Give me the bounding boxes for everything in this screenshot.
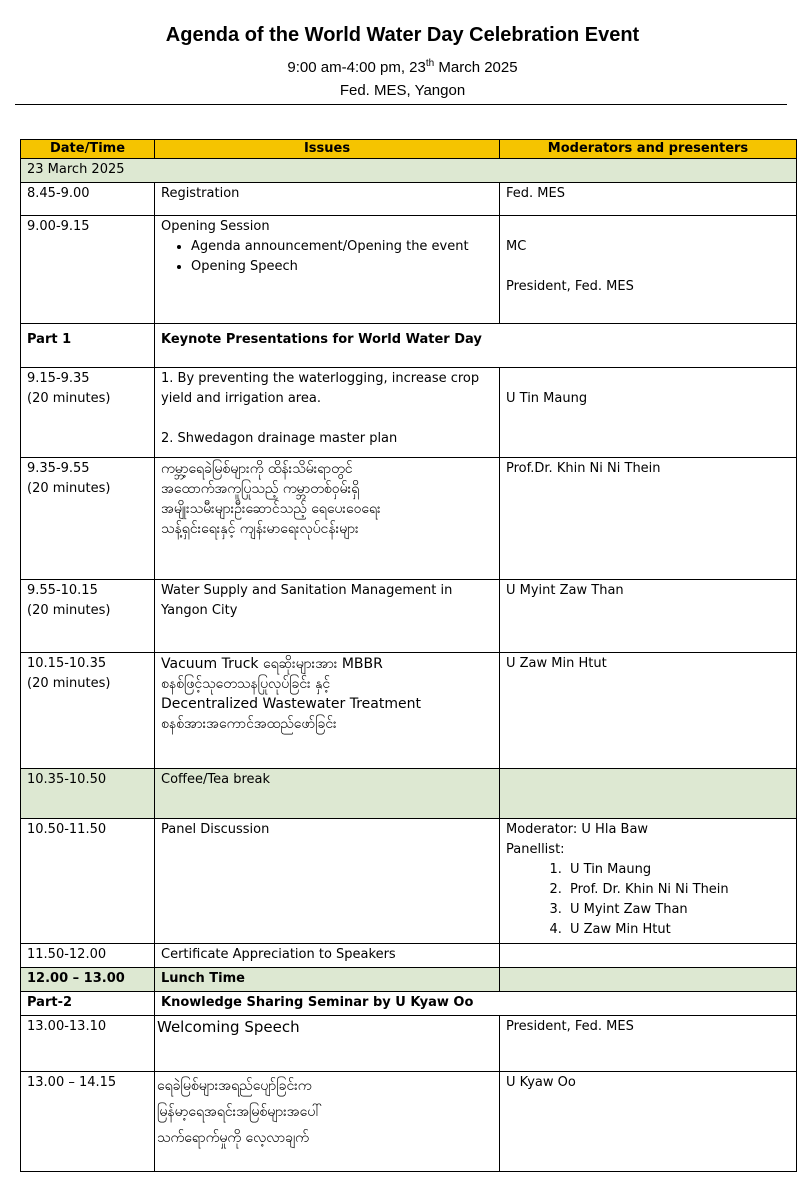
day-suffix: th — [425, 58, 435, 69]
time-cell: 13.00 – 14.15 — [21, 1072, 155, 1172]
time-cell — [21, 458, 155, 580]
table-row — [21, 1016, 797, 1072]
table-row — [21, 324, 797, 368]
event-date-time — [0, 52, 805, 80]
list-item: • Agenda announcement/Opening the event — [191, 237, 493, 257]
session-title: Opening Session — [161, 219, 270, 234]
issue-line: သက်ရောက်မှုကို လေ့လာချက် — [157, 1130, 309, 1146]
presenter-cell — [500, 769, 797, 819]
column-header-issues: Issues — [155, 140, 500, 159]
table-row — [21, 216, 797, 324]
time-range: 10.15-10.35 — [27, 656, 107, 671]
table-row — [21, 653, 797, 769]
table-row — [21, 968, 797, 992]
agenda-table — [20, 139, 797, 1172]
issue-line: ကမ္ဘာ့ရေခဲမြစ်များကို ထိန်းသိမ်းရာတွင် — [161, 461, 353, 477]
panellist-list — [506, 860, 790, 940]
presenter-cell — [500, 216, 797, 324]
issue-line: Vacuum Truck ရေဆိုးများအား MBBR — [161, 656, 383, 672]
presenter-cell: Prof.Dr. Khin Ni Ni Thein — [500, 458, 797, 580]
presenter-cell — [500, 944, 797, 968]
list-item: 1. U Tin Maung — [566, 860, 790, 880]
issue-cell: Registration — [155, 183, 500, 216]
panellist-label: Panellist: — [506, 842, 565, 857]
issue-line: စနစ်အားအကောင်အထည်ဖော်ခြင်း — [161, 716, 337, 732]
time-range: 9.35-9.55 — [27, 461, 90, 476]
date-row — [21, 159, 797, 183]
issue-line: Decentralized Wastewater Treatment — [161, 696, 421, 712]
time-cell — [21, 580, 155, 653]
issue-cell — [155, 216, 500, 324]
issue-cell — [155, 653, 500, 769]
duration: (20 minutes) — [27, 603, 111, 618]
month-year: March 2025 — [434, 59, 518, 76]
table-row — [21, 1072, 797, 1172]
time-range: 9.55-10.15 — [27, 583, 98, 598]
issue-cell: Lunch Time — [155, 968, 500, 992]
presenter-cell: U Zaw Min Htut — [500, 653, 797, 769]
time-cell: 13.00-13.10 — [21, 1016, 155, 1072]
list-item: 2. Prof. Dr. Khin Ni Ni Thein — [566, 880, 790, 900]
issue-cell — [155, 368, 500, 458]
time-cell: 9.00-9.15 — [21, 216, 155, 324]
issue-cell: Water Supply and Sanitation Management in Yangon City — [155, 580, 500, 653]
presenter-cell: President, Fed. MES — [500, 1016, 797, 1072]
time-cell — [21, 653, 155, 769]
issue-item: 2. Shwedagon drainage master plan — [161, 431, 398, 446]
presenter-cell: U Myint Zaw Than — [500, 580, 797, 653]
presenter-cell — [500, 819, 797, 944]
part-label: Part 1 — [21, 324, 155, 368]
time-cell — [21, 368, 155, 458]
document-title: Agenda of the World Water Day Celebration Event — [165, 24, 640, 46]
presenter-cell: U Kyaw Oo — [500, 1072, 797, 1172]
issue-cell: Panel Discussion — [155, 819, 500, 944]
part-label: Part-2 — [21, 992, 155, 1016]
time-cell: 8.45-9.00 — [21, 183, 155, 216]
table-row — [21, 819, 797, 944]
table-row — [21, 368, 797, 458]
part-title: Knowledge Sharing Seminar by U Kyaw Oo — [155, 992, 797, 1016]
duration: (20 minutes) — [27, 391, 111, 406]
table-row — [21, 992, 797, 1016]
document-header — [0, 22, 805, 102]
column-header-date-time: Date/Time — [21, 140, 155, 159]
issue-cell: Coffee/Tea break — [155, 769, 500, 819]
list-item: 3. U Myint Zaw Than — [566, 900, 790, 920]
issue-line: သန့်ရှင်းရေးနှင့် ကျန်းမာရေးလုပ်ငန်းများ — [161, 521, 359, 537]
table-row — [21, 580, 797, 653]
presenter-cell — [500, 968, 797, 992]
issue-line: စနစ်ဖြင့်သုတေသနပြုလုပ်ခြင်း နှင့် — [161, 676, 331, 692]
issue-line: မြန်မာ့ရေအရင်းအမြစ်များအပေါ် — [157, 1104, 322, 1120]
column-header-moderators: Moderators and presenters — [500, 140, 797, 159]
list-item: • Opening Speech — [191, 257, 493, 277]
bullet-list — [161, 237, 493, 277]
time-cell: 10.35-10.50 — [21, 769, 155, 819]
event-venue: Fed. MES, Yangon — [339, 82, 466, 99]
issue-line: အထောက်အကူပြုသည့် ကမ္ဘာတစ်ဝှမ်းရှိ — [161, 481, 360, 497]
issue-line: ရေခဲမြစ်များအရည်ပျော်ခြင်းက — [157, 1078, 312, 1094]
table-row — [21, 944, 797, 968]
time-range: 9.15-9.35 — [27, 371, 90, 386]
table-header-row — [21, 140, 797, 159]
header-divider — [15, 104, 787, 105]
moderator-name: Moderator: U Hla Baw — [506, 822, 649, 837]
presenter-name: U Tin Maung — [506, 391, 588, 406]
duration: (20 minutes) — [27, 481, 111, 496]
presenter-name: MC — [506, 239, 527, 254]
presenter-cell: Fed. MES — [500, 183, 797, 216]
table-row — [21, 769, 797, 819]
date-cell: 23 March 2025 — [21, 159, 797, 183]
issue-cell: Welcoming Speech — [155, 1016, 500, 1072]
time-cell: 11.50-12.00 — [21, 944, 155, 968]
issue-cell — [155, 458, 500, 580]
presenter-name: President, Fed. MES — [506, 279, 634, 294]
time-cell: 12.00 – 13.00 — [21, 968, 155, 992]
part-title: Keynote Presentations for World Water Day — [155, 324, 797, 368]
presenter-cell — [500, 368, 797, 458]
issue-cell — [155, 1072, 500, 1172]
issue-item: 1. By preventing the waterlogging, increase crop yield and irrigation area. — [161, 371, 480, 406]
time-cell: 10.50-11.50 — [21, 819, 155, 944]
issue-line: အမျိုးသမီးများဦးဆောင်သည့် ရေပေးဝေရေး — [161, 501, 381, 517]
table-row — [21, 458, 797, 580]
issue-cell: Certificate Appreciation to Speakers — [155, 944, 500, 968]
table-row — [21, 183, 797, 216]
duration: (20 minutes) — [27, 676, 111, 691]
list-item: 4. U Zaw Min Htut — [566, 920, 790, 940]
time-range: 9:00 am-4:00 pm, 23 — [287, 59, 426, 76]
